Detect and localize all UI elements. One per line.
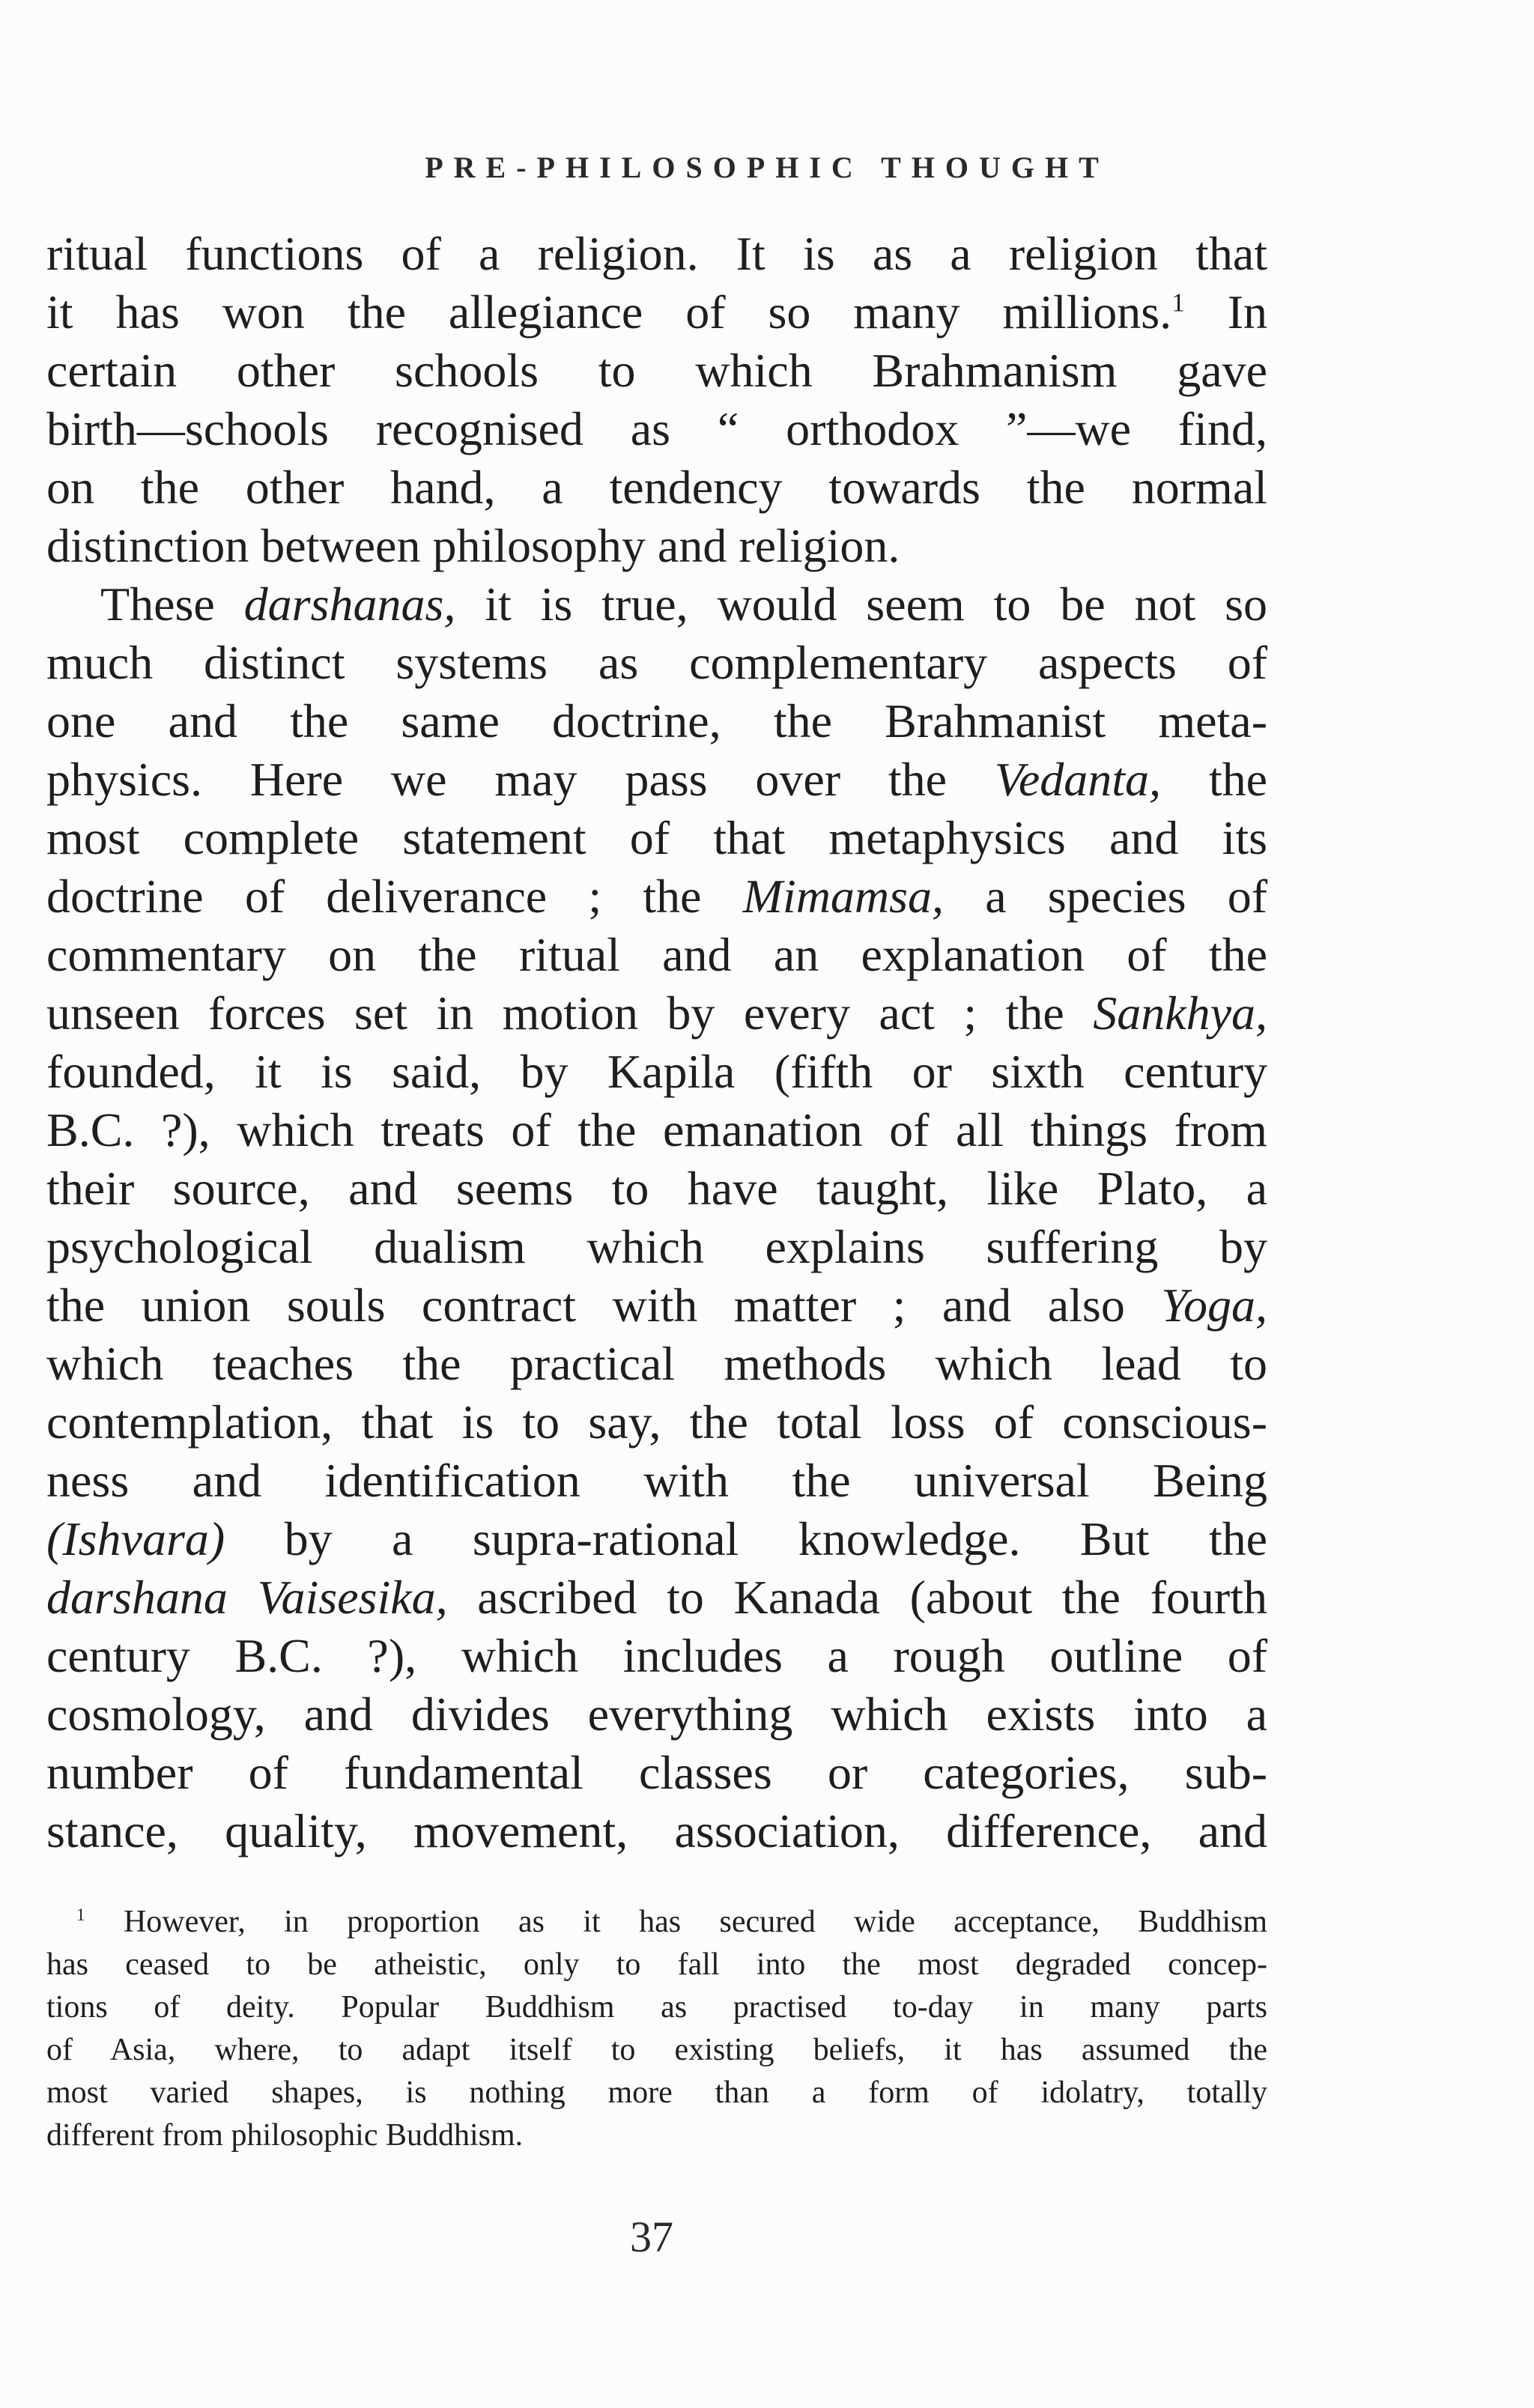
text-line: their source, and seems to have taught, like Plato, a bbox=[46, 1162, 1267, 1215]
italic-term: (Ishvara) bbox=[46, 1512, 225, 1565]
text-line: distinction between philosophy and religion. bbox=[46, 519, 900, 572]
text-fragment: by a supra-rational knowledge. But the bbox=[284, 1512, 1268, 1565]
text-line: ritual functions of a religion. It is as a religion that bbox=[46, 227, 1267, 280]
text-line: on the other hand, a tendency towards the normal bbox=[46, 461, 1267, 514]
text-line bbox=[46, 750, 1267, 809]
footnote-line: tions of deity. Popular Buddhism as practised to-day in many parts bbox=[46, 1990, 1267, 2025]
text-fragment: ascribed to Kanada (about the fourth bbox=[477, 1571, 1268, 1624]
italic-term: Vedanta, bbox=[994, 753, 1162, 806]
text-line bbox=[46, 1568, 1267, 1627]
italic-term: darshanas, bbox=[243, 577, 456, 631]
italic-term: Yoga, bbox=[1161, 1279, 1268, 1332]
text-line: century B.C. ?), which includes a rough outline of bbox=[46, 1629, 1267, 1682]
footnote-line: most varied shapes, is nothing more than a form of idolatry, totally bbox=[46, 2075, 1267, 2110]
text-line bbox=[46, 1276, 1267, 1335]
text-line: which teaches the practical methods which lead to bbox=[46, 1337, 1267, 1390]
text-fragment: it has won the allegiance of so many millions. bbox=[46, 285, 1172, 339]
text-line: birth—schools recognised as “ orthodox ”—we find, bbox=[46, 402, 1267, 455]
text-line: B.C. ?), which treats of the emanation of all things from bbox=[46, 1103, 1267, 1156]
italic-term: Mimamsa, bbox=[742, 870, 945, 923]
footnote-marker: 1 bbox=[76, 1905, 85, 1924]
text-fragment: physics. Here we may pass over the bbox=[46, 753, 948, 806]
text-line bbox=[46, 283, 1267, 342]
text-line: commentary on the ritual and an explanation of the bbox=[46, 928, 1267, 981]
text-line: number of fundamental classes or categories, sub- bbox=[46, 1746, 1267, 1799]
text-line: stance, quality, movement, association, difference, and bbox=[46, 1804, 1267, 1857]
text-fragment: the union souls contract with matter ; and also bbox=[46, 1279, 1125, 1332]
text-line bbox=[46, 867, 1267, 926]
text-line bbox=[46, 984, 1267, 1043]
text-line: most complete statement of that metaphysics and its bbox=[46, 811, 1267, 864]
text-line: much distinct systems as complementary aspects of bbox=[46, 636, 1267, 689]
footnote-line: different from philosophic Buddhism. bbox=[46, 2118, 524, 2153]
footnote-line: of Asia, where, to adapt itself to existing beliefs, it has assumed the bbox=[46, 2033, 1267, 2067]
text-line: certain other schools to which Brahmanism gave bbox=[46, 344, 1267, 397]
text-fragment: In bbox=[1227, 285, 1268, 339]
text-fragment: doctrine of deliverance ; the bbox=[46, 870, 702, 923]
text-line bbox=[46, 1510, 1267, 1568]
footnote-line: has ceased to be atheistic, only to fall into the most degraded concep- bbox=[46, 1947, 1267, 1982]
text-fragment: These bbox=[100, 577, 215, 631]
text-line: psychological dualism which explains suffering by bbox=[46, 1220, 1267, 1273]
footnote-ref: 1 bbox=[1171, 288, 1185, 318]
text-fragment: a species of bbox=[985, 870, 1268, 923]
text-line: contemplation, that is to say, the total loss of conscious- bbox=[46, 1395, 1267, 1449]
page-number: 37 bbox=[630, 2213, 673, 2261]
italic-term: darshana Vaisesika, bbox=[46, 1571, 448, 1624]
text-fragment: it is true, would seem to be not so bbox=[485, 577, 1268, 631]
text-fragment: the bbox=[1208, 753, 1268, 806]
text-line: founded, it is said, by Kapila (fifth or sixth century bbox=[46, 1045, 1267, 1098]
text-line: cosmology, and divides everything which exists into a bbox=[46, 1687, 1267, 1741]
text-fragment: unseen forces set in motion by every act ; the bbox=[46, 986, 1064, 1040]
running-head: PRE-PHILOSOPHIC THOUGHT bbox=[425, 151, 1109, 184]
text-line: ness and identification with the universal Being bbox=[46, 1454, 1267, 1507]
italic-term: Sankhya, bbox=[1093, 986, 1267, 1040]
text-line bbox=[100, 575, 1267, 634]
footnote-line bbox=[76, 1901, 1267, 1944]
footnote-text: However, in proportion as it has secured wide acceptance, Buddhism bbox=[123, 1905, 1268, 1939]
text-line: one and the same doctrine, the Brahmanist meta- bbox=[46, 694, 1267, 747]
